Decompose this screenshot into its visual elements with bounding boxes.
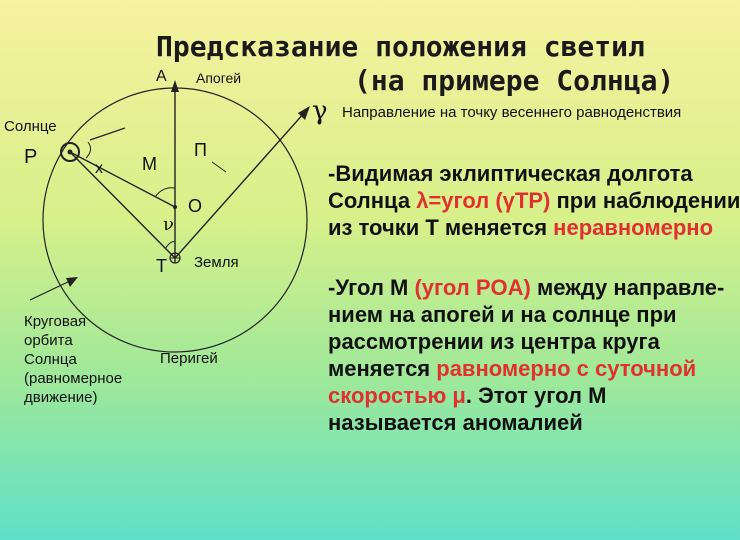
p2-line-5: скоростью μ. Этот угол М <box>328 383 607 408</box>
x-angle-arc <box>86 142 91 158</box>
center-sun-line <box>70 152 175 207</box>
orbit-note <box>24 312 122 407</box>
label-o: O <box>188 196 203 216</box>
nu-angle-arc <box>165 242 175 249</box>
p2-line-4: меняется равномерно с суточной <box>328 356 697 381</box>
label-x: x <box>95 160 103 177</box>
label-a: А <box>156 68 167 85</box>
orbit-note-pointer <box>30 280 72 300</box>
label-sun: Солнце <box>4 118 57 135</box>
earth-sun-line <box>70 152 175 258</box>
title-line-2: (на примере Солнца) <box>354 64 675 97</box>
orbit-note-line-3: Солнца <box>24 351 77 368</box>
orbit-note-line-2: орбита <box>24 332 73 349</box>
nonuniform-highlight: неравномерно <box>553 215 714 240</box>
label-nu: ν <box>163 214 174 235</box>
center-point <box>173 205 177 209</box>
angle-poa-highlight: (угол POA) <box>414 275 531 300</box>
p2-line-1: -Угол М (угол POA) между направле- <box>328 275 725 300</box>
title-line-1: Предсказание положения светил <box>156 30 645 63</box>
orbit-note-line-4: (равномерное <box>24 370 123 387</box>
anomaly-paragraph <box>328 274 725 436</box>
label-apogee: Апогей <box>196 70 242 86</box>
p2-line-3: рассмотрении из центра круга <box>328 329 660 354</box>
gamma-direction-text: Направление на точку весеннего равноденствия <box>342 104 682 121</box>
m-angle-arc <box>155 188 175 197</box>
p1-line-1: -Видимая эклиптическая долгота <box>328 161 693 186</box>
lambda-definition: λ=угол (γTP) <box>416 188 551 213</box>
p1-line-2: Солнца λ=угол (γTP) при наблюдении <box>328 188 740 213</box>
label-m: M <box>142 154 157 174</box>
uniform-highlight: равномерно с суточной <box>436 356 697 381</box>
longitude-paragraph <box>328 160 740 241</box>
sun-tangent-line <box>90 128 125 140</box>
label-t: T <box>156 256 167 276</box>
label-gamma: γ <box>312 96 328 126</box>
label-p: P <box>24 146 38 168</box>
orbit-note-line-1: Круговая <box>24 313 87 330</box>
label-pi: П <box>194 140 207 160</box>
perigee-tick <box>212 162 226 172</box>
p2-line-2: нием на апогей и на солнце при <box>328 302 677 327</box>
apogee-arrow <box>171 80 179 92</box>
orbit-note-line-5: движение) <box>24 389 98 406</box>
p2-line-6: называется аномалией <box>328 410 583 435</box>
label-perigee: Перигей <box>160 350 218 367</box>
p1-line-3: из точки Т меняется неравномерно <box>328 215 714 240</box>
label-earth: Земля <box>194 254 239 271</box>
gamma-direction-line <box>175 112 305 258</box>
mu-highlight: скоростью μ <box>328 383 466 408</box>
